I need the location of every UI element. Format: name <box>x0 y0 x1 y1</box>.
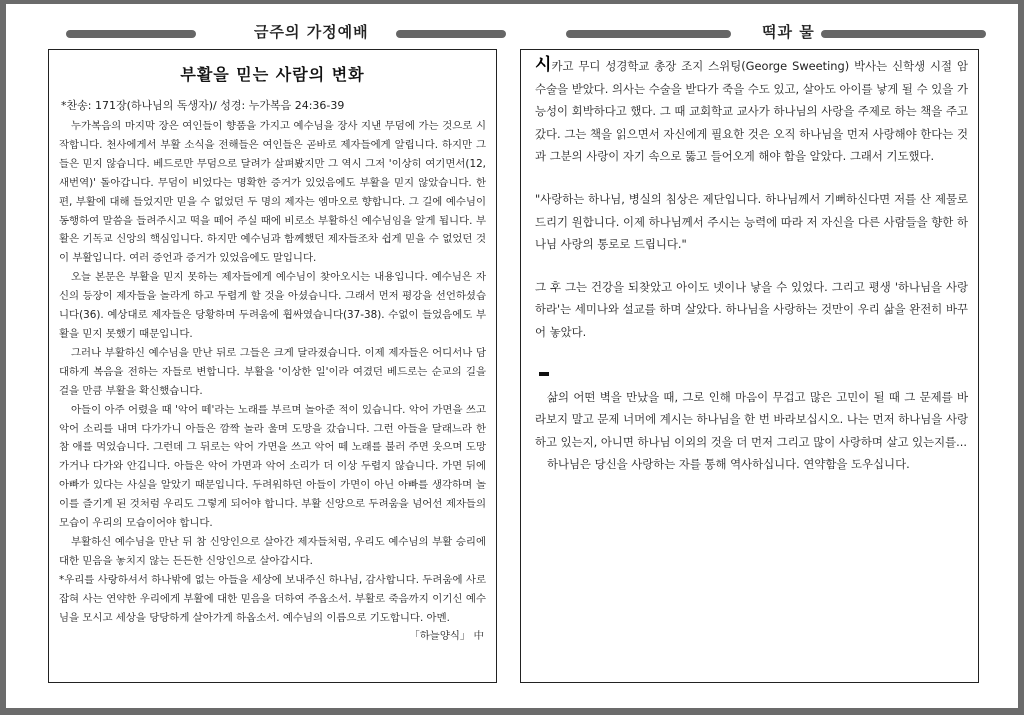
body-paragraph: 아들이 아주 어렸을 때 '악어 떼'라는 노래를 부르며 놀아준 적이 있습니다. 악어 가면을 쓰고 악어 소리를 내며 다가가니 아들은 깜짝 놀라 울며 도망을 갔습니다. 그런 아들을 달래느라 한참 애를 먹었습니다. 그런데 그 뒤로는 악어 가면을 쓰고 악어 떼 노래를 불러 주면 웃으며 도망가거나 다가와 안깁니다. 아들은 악어 가면과 악어 소리가 더 이상 두렵지 않습니다. 가면 뒤에 아빠가 있다는 사실을 알았기 때문입니다. 두려워하던 아들이 가면이 아닌 아빠를 생각하며 놀이를 즐기게 된 것처럼 우리도 그렇게 되어야 합니다. 부활 신앙으로 두려움을 넘어선 제자들의 모습이 우리의 모습이어야 합니다. <box>59 403 486 530</box>
bulletin-page <box>6 4 1018 708</box>
story-paragraph <box>535 54 968 168</box>
drop-cap: 시 <box>535 55 552 75</box>
header-bar-right <box>396 30 506 38</box>
body-paragraph: 오늘 본문은 부활을 믿지 못하는 제자들에게 예수님이 찾아오시는 내용입니다. 예수님은 자신의 등장이 제자들을 놀라게 하고 두렵게 할 것을 아셨습니다. 그래서 먼저 평강을 선언하셨습니다(36). 예상대로 제자들은 당황하며 두려움에 휩싸였습니다(37-38). 수없이 들었음에도 부활을 믿지 못했기 때문입니다. <box>59 271 486 340</box>
prayer-quote: "사랑하는 하나님, 병실의 침상은 제단입니다. 하나님께서 기뻐하신다면 저를 산 제물로 드리기 원합니다. 이제 하나님께서 주시는 능력에 따라 저 자신을 다른 사람들을 향한 하나님 사랑의 통로로 드립니다." <box>535 191 968 252</box>
article-title: 부활을 믿는 사람의 변화 <box>180 65 365 84</box>
right-section-title: 떡과 물 <box>762 23 815 41</box>
story-text: 카고 무디 성경학교 총장 조지 스위팅(George Sweeting) 박사는 신학생 시절 암 수술을 받았다. 의사는 수술을 받다가 죽을 수도 있고, 살아도 아이를 낳게 될 수 있을 가능성이 회박하다고 했다. 그 때 교회학교 교사가 하나님의 사랑을 주제로 하는 책을 주고 갔다. 그는 책을 읽으면서 자신에게 필요한 것은 오직 하나님을 먼저 사랑해야 한다는 것과 그분의 사랑이 자기 속으로 뚫고 들어오게 해야 함을 알았다. 그래서 기도했다. <box>535 59 968 164</box>
reflection-paragraph: 하나님은 당신을 사랑하는 자를 통해 역사하십니다. 연약함을 도우십니다. <box>547 457 910 472</box>
spacer <box>535 168 968 188</box>
hymn-scripture-info: *찬송: 171장(하나님의 독생자)/ 성경: 누가복음 24:36-39 <box>61 99 345 112</box>
header-bar-left <box>566 30 731 38</box>
family-worship-column <box>48 49 497 683</box>
section-marker <box>539 372 549 376</box>
body-paragraph: 그러나 부활하신 예수님을 만난 뒤로 그들은 크게 달라졌습니다. 이제 제자들은 어디서나 담대하게 복음을 전하는 자들로 변합니다. 부활을 '이상한 일'이라 여겼던 베드로는 순교의 길을 걸을 만큼 부활을 확신했습니다. <box>59 346 486 397</box>
reflection-paragraph: 삶의 어떤 벽을 만났을 때, 그로 인해 마음이 무겁고 많은 고민이 될 때 그 문제를 바라보지 말고 문제 너머에 계시는 하나님을 한 번 바라보십시오. 나는 먼저 하나님을 사랑하고 있는지, 아니면 하나님 이외의 것을 더 먼저 그리고 많이 사랑하며 살고 있는지를... <box>535 389 968 449</box>
source-line <box>59 627 486 646</box>
bread-and-water-column <box>520 49 979 683</box>
prayer-paragraph: *우리를 사랑하셔서 하나밖에 없는 아들을 세상에 보내주신 하나님, 감사합니다. 두려움에 사로잡혀 사는 연약한 우리에게 부활에 대한 믿음을 더하여 주옵소서. 부활로 죽음까지 이기신 예수님을 모시고 세상을 당당하게 살아가게 하옵소서. 예수님의 이름으로 기도합니다. 아멘. <box>59 573 486 624</box>
spacer <box>535 344 968 364</box>
right-section-header <box>566 18 986 48</box>
left-section-title: 금주의 가정예배 <box>254 23 369 41</box>
body-paragraph: 부활하신 예수님을 만난 뒤 참 신앙인으로 살아간 제자들처럼, 우리도 예수님의 부활 승리에 대한 믿음을 놓치지 않는 든든한 신앙인으로 살아갑시다. <box>59 535 486 567</box>
left-section-header <box>66 18 506 48</box>
body-paragraph: 누가복음의 마지막 장은 여인들이 향품을 가지고 예수님을 장사 지낸 무덤에 가는 것으로 시작합니다. 천사에게서 부활 소식을 전해들은 여인들은 곧바로 제자들에게 알립니다. 하지만 그들은 믿지 않습니다. 베드로만 무덤으로 달려가 살펴봤지만 그 역시 그저 '이상히 여기면서(12, 새번역)' 돌아갑니다. 무덤이 비었다는 명확한 증거가 있었음에도 부활을 믿지 않았습니다. 한편, 부활에 대해 들었지만 믿을 수 없었던 두 명의 제자는 엠마오로 향합니다. 그 길에 예수님이 동행하여 말씀을 들려주시고 떡을 떼어 주실 때에 비로소 부활하신 예수님임을 알게 됩니다. 부활은 기독교 신앙의 핵심입니다. 하지만 예수님과 함께했던 제자들조차 쉽게 믿을 수 없었던 것이 부활입니다. 여러 증언과 증거가 있었음에도 말입니다. <box>59 120 486 265</box>
source-citation: 「하늘양식」 中 <box>409 630 484 643</box>
spacer <box>535 256 968 276</box>
header-bar-right <box>821 30 986 38</box>
story-paragraph: 그 후 그는 건강을 되찾았고 아이도 넷이나 낳을 수 있었다. 그리고 평생 '하나님을 사랑하라'는 세미나와 설교를 하며 살았다. 하나님을 사랑하는 것만이 우리 삶을 완전히 바꾸어 놓았다. <box>535 279 968 339</box>
header-bar-left <box>66 30 196 38</box>
